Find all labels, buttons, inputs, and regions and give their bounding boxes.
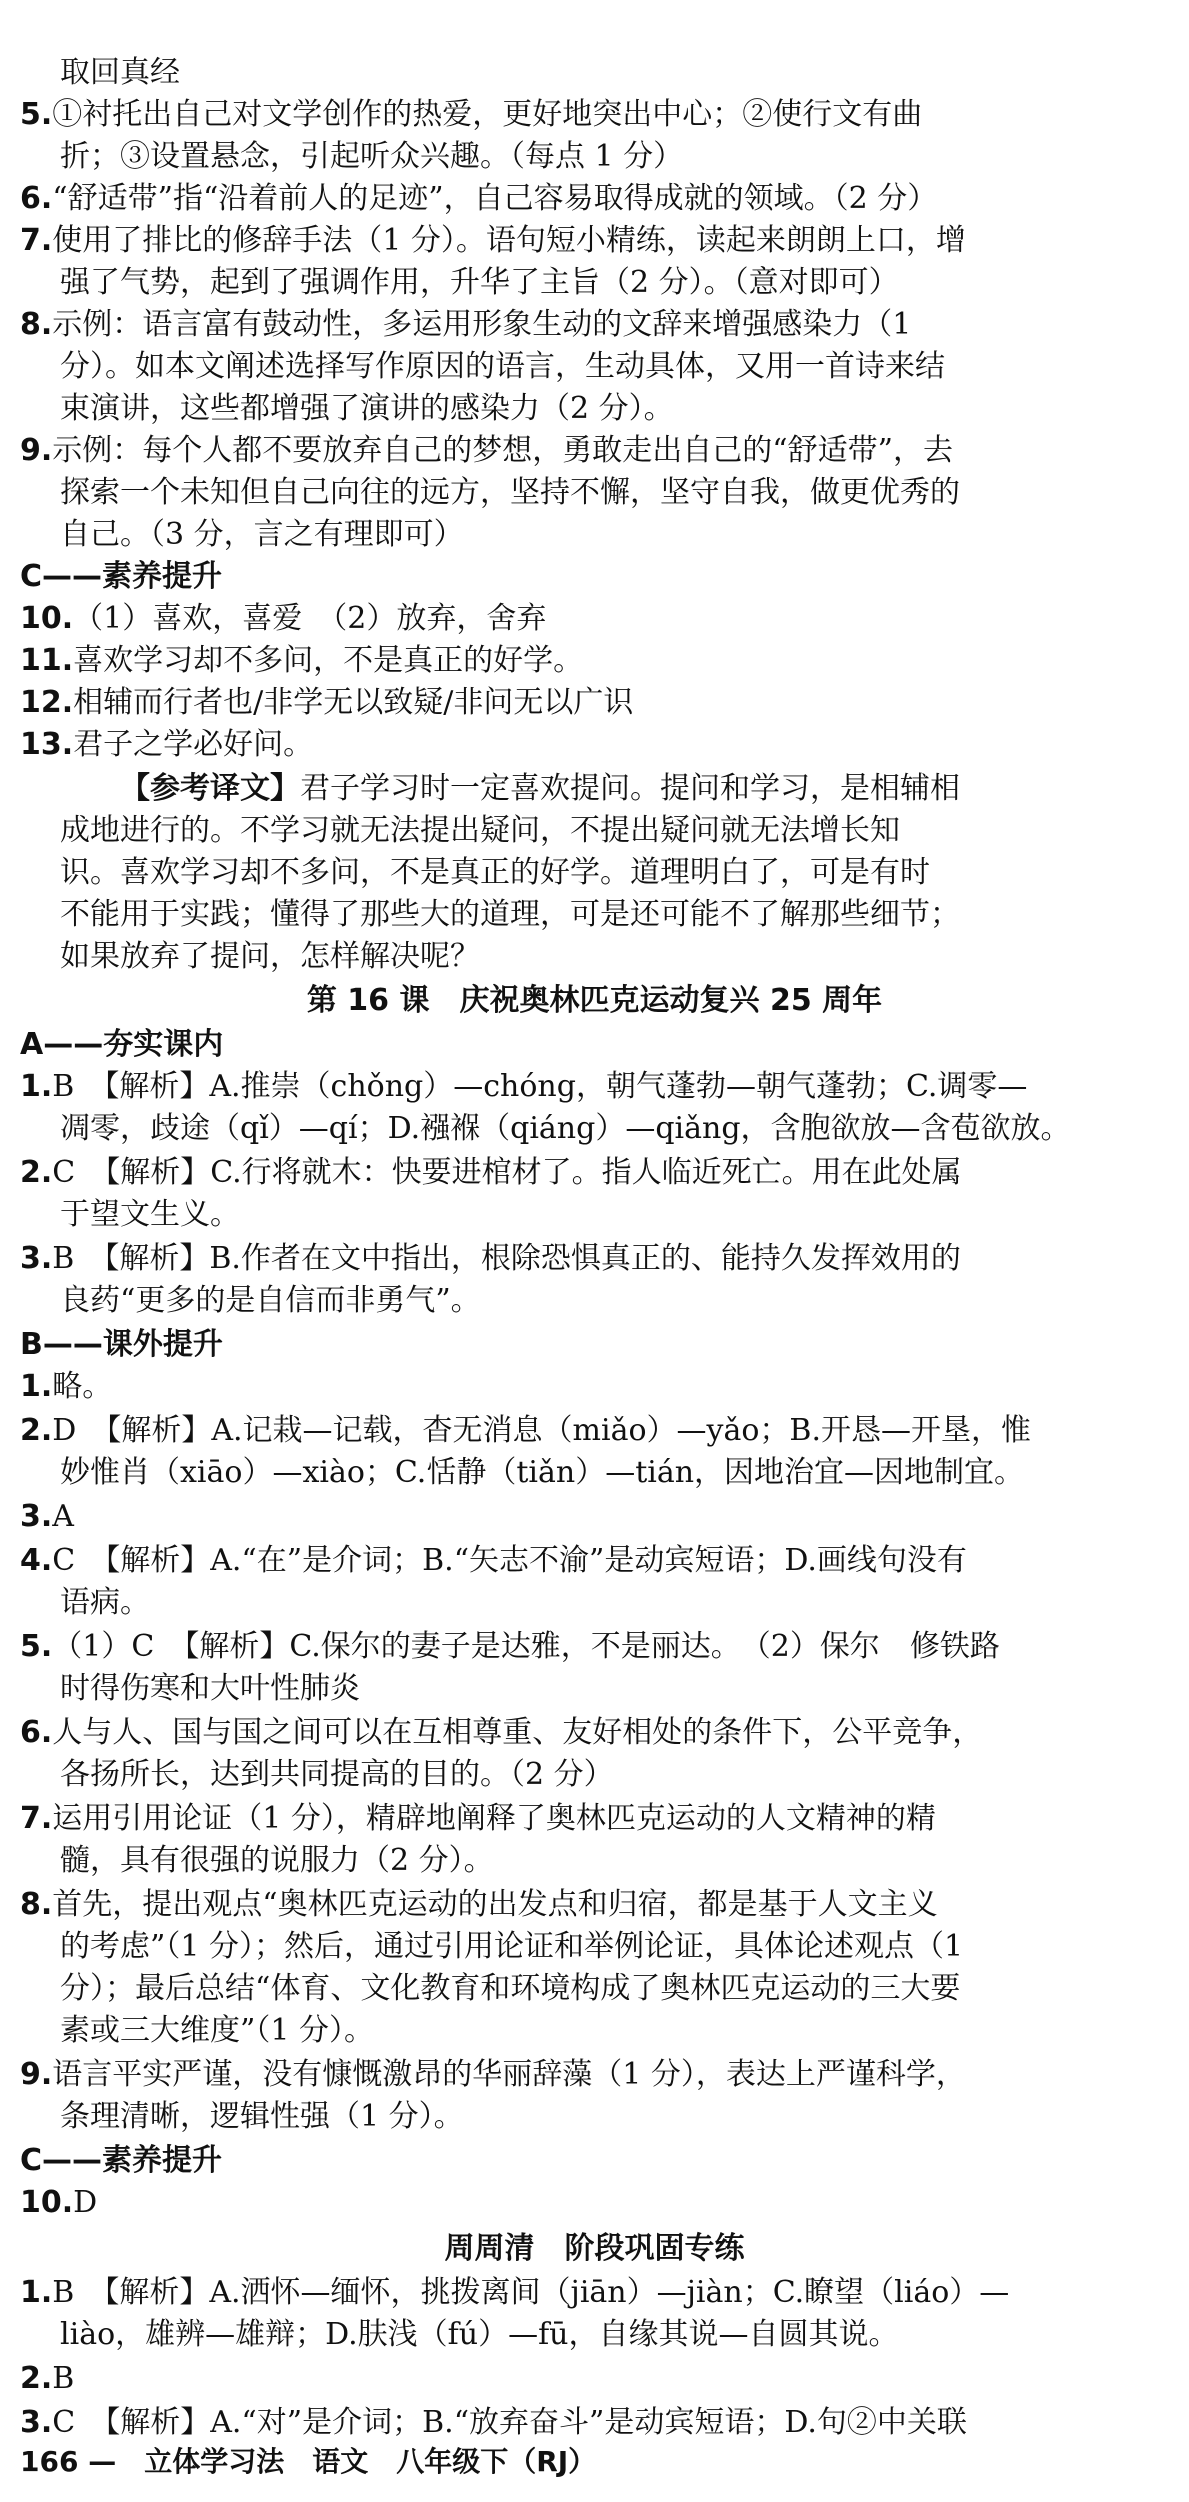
text-line	[60, 810, 1189, 852]
text-line	[20, 1366, 1189, 1408]
item-number: 8.	[20, 307, 53, 342]
line-text: 分）。如本文阐述选择写作原因的语言，生动具体，又用一首诗来结	[60, 349, 945, 384]
item-number: 6.	[20, 1715, 53, 1750]
item-number: 2.	[20, 1413, 53, 1448]
text-line	[20, 1626, 1189, 1668]
text-line	[20, 1496, 1189, 1538]
line-text: “舒适带”指“沿着前人的足迹”，自己容易取得成就的领域。（2 分）	[52, 181, 938, 216]
text-line	[20, 2182, 1189, 2224]
text-line	[60, 852, 1189, 894]
item-number: 8.	[20, 1887, 53, 1922]
line-text: 使用了排比的修辞手法（1 分）。语句短小精练，读起来朗朗上口，增	[52, 223, 966, 258]
text-line	[60, 1926, 1189, 1968]
text-line	[120, 768, 1189, 810]
line-text: 取回真经	[60, 55, 180, 90]
text-line	[20, 598, 1189, 640]
text-line	[60, 1108, 1189, 1150]
line-text: 君子学习时一定喜欢提问。提问和学习，是相辅相	[300, 771, 960, 806]
line-text: 喜欢学习却不多问，不是真正的好学。	[73, 643, 584, 678]
line-text: 折；③设置悬念，引起听众兴趣。（每点 1 分）	[60, 139, 684, 174]
line-text: 强了气势，起到了强调作用，升华了主旨（2 分）。（意对即可）	[60, 265, 899, 300]
text-line	[60, 346, 1189, 388]
text-line	[20, 1540, 1189, 1582]
text-line	[20, 1798, 1189, 1840]
text-line	[20, 640, 1189, 682]
item-number: 7.	[20, 1801, 53, 1836]
text-line	[20, 2358, 1189, 2400]
line-text: 自己。（3 分，言之有理即可）	[60, 517, 464, 552]
text-line	[20, 682, 1189, 724]
item-number: 1.	[20, 1069, 53, 1104]
line-text: 髓，具有很强的说服力（2 分）。	[60, 1843, 494, 1878]
text-line	[20, 430, 1189, 472]
line-text: 各扬所长，达到共同提高的目的。（2 分）	[60, 1757, 614, 1792]
subsection-heading: C——素养提升	[20, 2143, 223, 2178]
text-line	[20, 178, 1189, 220]
line-text: 素或三大维度”（1 分）。	[60, 2013, 374, 2048]
line-text: 略。	[52, 1369, 113, 1404]
text-line	[60, 1194, 1189, 1236]
item-number: 2.	[20, 2361, 53, 2396]
item-number: 5.	[20, 1629, 53, 1664]
section-heading: 周周清 阶段巩固专练	[444, 2231, 745, 2266]
line-text: ①衬托出自己对文学创作的热爱，更好地突出中心；②使行文有曲	[52, 97, 923, 132]
text-line	[60, 936, 1189, 978]
line-text: 示例：语言富有鼓动性，多运用形象生动的文辞来增强感染力（1	[52, 307, 912, 342]
subsection-heading: C——素养提升	[20, 559, 223, 594]
line-text: 君子之学必好问。	[73, 727, 314, 762]
text-line	[20, 2054, 1189, 2096]
line-text: 相辅而行者也/非学无以致疑/非问无以广识	[73, 685, 634, 720]
line-text: 的考虑”（1 分）；然后，通过引用论证和举例论证，具体论述观点（1	[60, 1929, 964, 1964]
line-text: 语言平实严谨，没有慷慨激昂的华丽辞藻（1 分），表达上严谨科学，	[52, 2057, 966, 2092]
line-text: 示例：每个人都不要放弃自己的梦想，勇敢走出自己的“舒适带”，去	[52, 433, 953, 468]
item-number: 2.	[20, 1155, 53, 1190]
line-text: 分）；最后总结“体育、文化教育和环境构成了奥林匹克运动的三大要	[60, 1971, 961, 2006]
item-number: 9.	[20, 2057, 53, 2092]
item-number: 1.	[20, 1369, 53, 1404]
item-number: 11.	[20, 643, 74, 678]
item-number: 13.	[20, 727, 74, 762]
text-line	[60, 2096, 1189, 2138]
text-line	[60, 1754, 1189, 1796]
page-footer: 166 — 立体学习法 语文 八年级下（RJ）	[20, 2445, 597, 2478]
line-text: C 【解析】A.“在”是介词；B.“矢志不渝”是动宾短语；D.画线句没有	[52, 1543, 967, 1578]
line-text: B 【解析】B.作者在文中指出，根除恐惧真正的、能持久发挥效用的	[52, 1241, 961, 1276]
text-line	[60, 1840, 1189, 1882]
text-line	[20, 94, 1189, 136]
line-text: 时得伤寒和大叶性肺炎	[60, 1671, 360, 1706]
text-line	[20, 1152, 1189, 1194]
line-text: （1）C 【解析】C.保尔的妻子是达雅，不是丽达。 （2）保尔 修铁路	[52, 1629, 1000, 1664]
line-text: 妙惟肖（xiāo）—xiào；C.恬静（tiǎn）—tián，因地治宜—因地制宜。	[60, 1455, 1025, 1490]
line-text: 识。喜欢学习却不多问，不是真正的好学。道理明白了，可是有时	[60, 855, 930, 890]
line-text: liào，雄辨—雄辩；D.肤浅（fú）—fū，自缘其说—自圆其说。	[60, 2317, 899, 2352]
text-line	[60, 388, 1189, 430]
line-text: （1）喜欢，喜爱 （2）放弃，舍弃	[73, 601, 547, 636]
text-line	[20, 220, 1189, 262]
line-text: 良药“更多的是自信而非勇气”。	[60, 1283, 481, 1318]
text-line	[20, 304, 1189, 346]
text-line	[20, 1238, 1189, 1280]
item-number: 10.	[20, 2185, 74, 2220]
line-text: 束演讲，这些都增强了演讲的感染力（2 分）。	[60, 391, 674, 426]
item-number: 6.	[20, 181, 53, 216]
text-line	[60, 1668, 1189, 1710]
line-text: C 【解析】C.行将就木：快要进棺材了。指人临近死亡。用在此处属	[52, 1155, 962, 1190]
line-text: 于望文生义。	[60, 1197, 240, 1232]
item-number: 4.	[20, 1543, 53, 1578]
text-line	[20, 1884, 1189, 1926]
line-text: 凋零，歧途（qǐ）—qí；D.襁褓（qiáng）—qiǎng，含胞欲放—含苞欲放。	[60, 1111, 1071, 1146]
section-heading: 第 16 课 庆祝奥林匹克运动复兴 25 周年	[306, 983, 883, 1018]
item-number: 3.	[20, 1499, 53, 1534]
line-text: 不能用于实践；懂得了那些大的道理，可是还可能不了解那些细节；	[60, 897, 960, 932]
text-line	[60, 136, 1189, 178]
translation-tag: 【参考译文】	[120, 771, 300, 806]
line-text: 人与人、国与国之间可以在互相尊重、友好相处的条件下，公平竞争，	[52, 1715, 983, 1750]
line-text: D	[73, 2185, 98, 2220]
text-line	[60, 1968, 1189, 2010]
subsection-heading: B——课外提升	[20, 1327, 223, 1362]
text-line	[60, 1280, 1189, 1322]
line-text: 条理清晰，逻辑性强（1 分）。	[60, 2099, 464, 2134]
item-number: 3.	[20, 1241, 53, 1276]
line-text: D 【解析】A.记栽—记载，杳无消息（miǎo）—yǎo；B.开恳—开垦，惟	[52, 1413, 1032, 1448]
text-line	[60, 52, 1189, 94]
line-text: B	[52, 2361, 75, 2396]
line-text: B 【解析】A.洒怀—缅怀，挑拨离间（jiān）—jiàn；C.瞭望（liáo）—	[52, 2275, 1010, 2310]
item-number: 5.	[20, 97, 53, 132]
item-number: 1.	[20, 2275, 53, 2310]
subsection-heading: A——夯实课内	[20, 1027, 224, 1062]
line-text: C 【解析】A.“对”是介词；B.“放弃奋斗”是动宾短语；D.句②中关联	[52, 2405, 967, 2440]
line-text: 运用引用论证（1 分），精辟地阐释了奥林匹克运动的人文精神的精	[52, 1801, 936, 1836]
text-line	[60, 514, 1189, 556]
item-number: 10.	[20, 601, 74, 636]
line-text: 成地进行的。不学习就无法提出疑问，不提出疑问就无法增长知	[60, 813, 900, 848]
item-number: 12.	[20, 685, 74, 720]
text-line	[60, 1452, 1189, 1494]
text-line	[20, 1410, 1189, 1452]
text-line	[20, 724, 1189, 766]
text-line	[20, 2272, 1189, 2314]
line-text: 首先，提出观点“奥林匹克运动的出发点和归宿，都是基于人文主义	[52, 1887, 938, 1922]
line-text: B 【解析】A.推崇（chǒng）—chóng，朝气蓬勃—朝气蓬勃；C.调零—	[52, 1069, 1028, 1104]
text-line	[20, 2402, 1189, 2444]
text-line	[60, 472, 1189, 514]
line-text: 语病。	[60, 1585, 150, 1620]
line-text: 如果放弃了提问，怎样解决呢？	[60, 939, 480, 974]
line-text: A	[52, 1499, 74, 1534]
text-line	[20, 1066, 1189, 1108]
text-line	[60, 2314, 1189, 2356]
text-line	[20, 1712, 1189, 1754]
item-number: 7.	[20, 223, 53, 258]
text-line	[60, 1582, 1189, 1624]
item-number: 9.	[20, 433, 53, 468]
line-text: 探索一个未知但自己向往的远方，坚持不懈，坚守自我，做更优秀的	[60, 475, 960, 510]
text-line	[60, 262, 1189, 304]
item-number: 3.	[20, 2405, 53, 2440]
text-line	[60, 2010, 1189, 2052]
text-line	[60, 894, 1189, 936]
